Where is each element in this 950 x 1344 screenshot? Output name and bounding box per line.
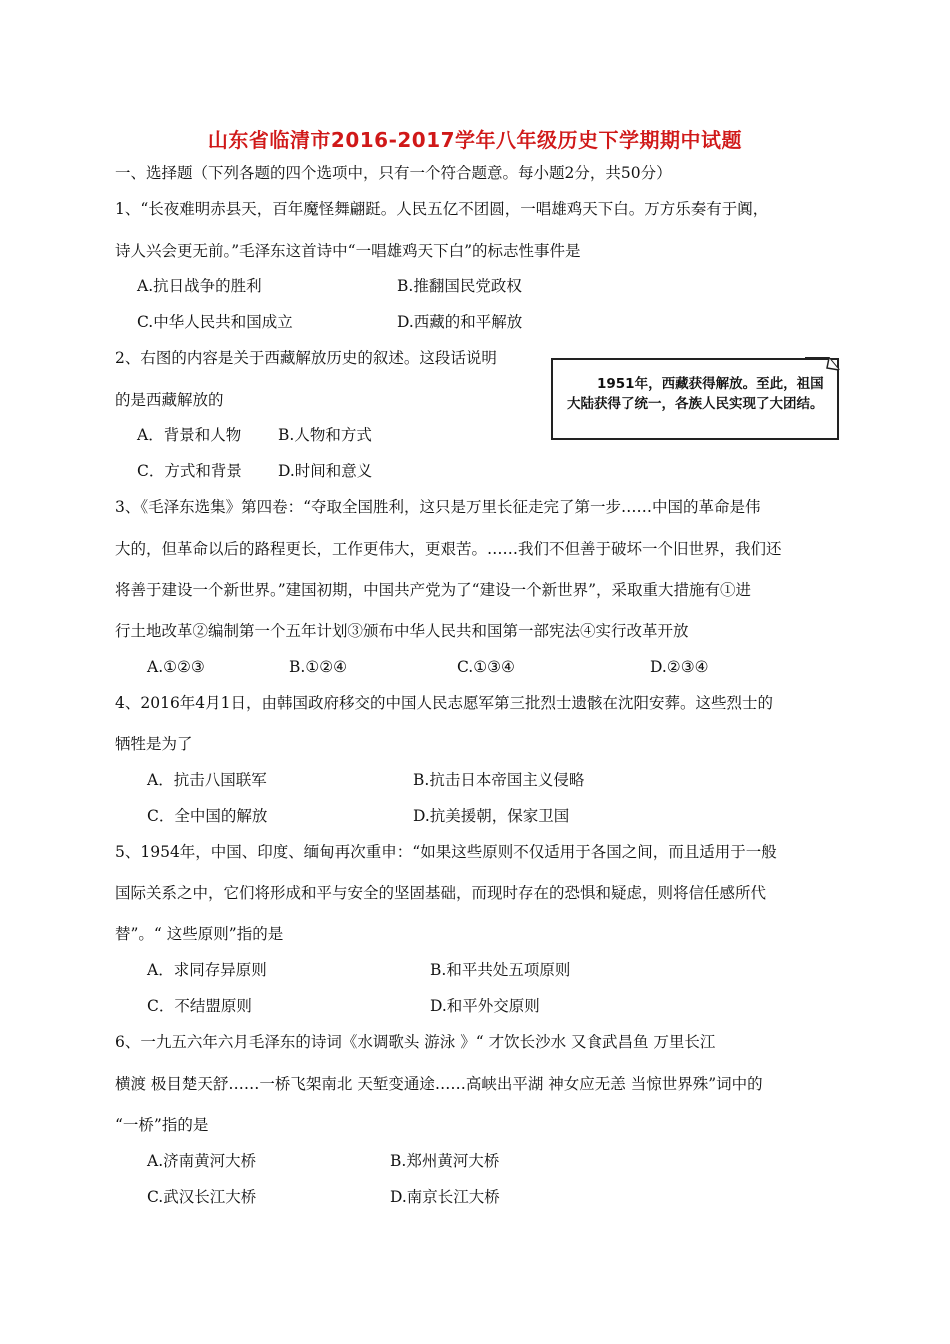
question-2-option-d: D.时间和意义 — [278, 462, 373, 480]
question-6-text-line-2: 横渡 极目楚天舒……一桥飞架南北 天堑变通途……高峡出平湖 神女应无恙 当惊世界殊”词中的 — [115, 1075, 763, 1093]
question-6-option-c: C.武汉长江大桥 — [147, 1188, 257, 1206]
question-6-text-line-1: 6、一九五六年六月毛泽东的诗词《水调歌头 游泳 》“ 才饮长沙水 又食武昌鱼 万里长江 — [115, 1033, 716, 1051]
question-3-text-line-1: 3、《毛泽东选集》第四卷：“夺取全国胜利，这只是万里长征走完了第一步……中国的革命是伟 — [115, 498, 761, 516]
question-1-option-a: A.抗日战争的胜利 — [137, 277, 262, 295]
tibet-callout-box — [551, 358, 839, 440]
question-2-option-c: C．方式和背景 — [137, 462, 242, 480]
question-5-option-b: B.和平共处五项原则 — [430, 961, 571, 979]
question-5-option-d: D.和平外交原则 — [430, 997, 540, 1015]
question-5-option-a: A．求同存异原则 — [147, 961, 267, 979]
question-1-text-line-1: 1、“长夜难明赤县天，百年魔怪舞翩跹。人民五亿不团圆，一唱雄鸡天下白。万方乐奏有于阗， — [115, 200, 769, 218]
question-5-option-c: C．不结盟原则 — [147, 997, 252, 1015]
question-2-text-line-2: 的是西藏解放的 — [115, 391, 224, 409]
question-6-option-b: B.郑州黄河大桥 — [390, 1152, 500, 1170]
question-5-text-line-3: 替”。“ 这些原则”指的是 — [115, 925, 284, 943]
question-1-option-b: B.推翻国民党政权 — [397, 277, 522, 295]
question-1-option-d: D.西藏的和平解放 — [397, 313, 523, 331]
tibet-callout-content: 1951年，西藏获得解放。至此，祖国大陆获得了统一，各族人民实现了大团结。 — [567, 376, 824, 412]
question-3-option-d: D.②③④ — [650, 658, 709, 676]
question-1-option-c: C.中华人民共和国成立 — [137, 313, 293, 331]
question-4-option-b: B.抗击日本帝国主义侵略 — [413, 771, 585, 789]
question-3-text-line-3: 将善于建设一个新世界。”建国初期，中国共产党为了“建设一个新世界”，采取重大措施有①进 — [115, 581, 752, 599]
question-3-option-a: A.①②③ — [147, 658, 205, 676]
question-4-option-a: A．抗击八国联军 — [147, 771, 267, 789]
question-1-text-line-2: 诗人兴会更无前。”毛泽东这首诗中“一唱雄鸡天下白”的标志性事件是 — [115, 242, 581, 260]
question-2-option-a: A．背景和人物 — [137, 426, 242, 444]
tibet-callout-text — [567, 374, 829, 414]
question-6-option-a: A.济南黄河大桥 — [147, 1152, 257, 1170]
question-5-text-line-2: 国际关系之中，它们将形成和平与安全的坚固基础，而现时存在的恐惧和疑虑，则将信任感所代 — [115, 884, 767, 902]
question-2-text-line-1: 2、右图的内容是关于西藏解放历史的叙述。这段话说明 — [115, 349, 497, 367]
question-6-option-d: D.南京长江大桥 — [390, 1188, 500, 1206]
question-4-option-d: D.抗美援朝，保家卫国 — [413, 807, 570, 825]
question-2-option-b: B.人物和方式 — [278, 426, 372, 444]
question-4-text-line-1: 4、2016年4月1日，由韩国政府移交的中国人民志愿军第三批烈士遗骸在沈阳安葬。这些烈士的 — [115, 694, 774, 712]
question-3-text-line-2: 大的，但革命以后的路程更长，工作更伟大，更艰苦。……我们不但善于破坏一个旧世界，我们还 — [115, 540, 782, 558]
question-3-option-c: C.①③④ — [457, 658, 515, 676]
question-4-option-c: C．全中国的解放 — [147, 807, 268, 825]
question-5-text-line-1: 5、1954年，中国、印度、缅甸再次重申：“如果这些原则不仅适用于各国之间，而且适用于一般 — [115, 843, 777, 861]
section-heading: 一、选择题（下列各题的四个选项中，只有一个符合题意。每小题2分，共50分） — [115, 164, 672, 182]
question-4-text-line-2: 牺牲是为了 — [115, 735, 193, 753]
page-title: 山东省临清市2016-2017学年八年级历史下学期期中试题 — [207, 128, 743, 152]
callout-corner-fold — [805, 356, 841, 376]
question-3-option-b: B.①②④ — [289, 658, 348, 676]
question-3-text-line-4: 行土地改革②编制第一个五年计划③颁布中华人民共和国第一部宪法④实行改革开放 — [115, 622, 689, 640]
question-6-text-line-3: “一桥”指的是 — [115, 1116, 209, 1134]
